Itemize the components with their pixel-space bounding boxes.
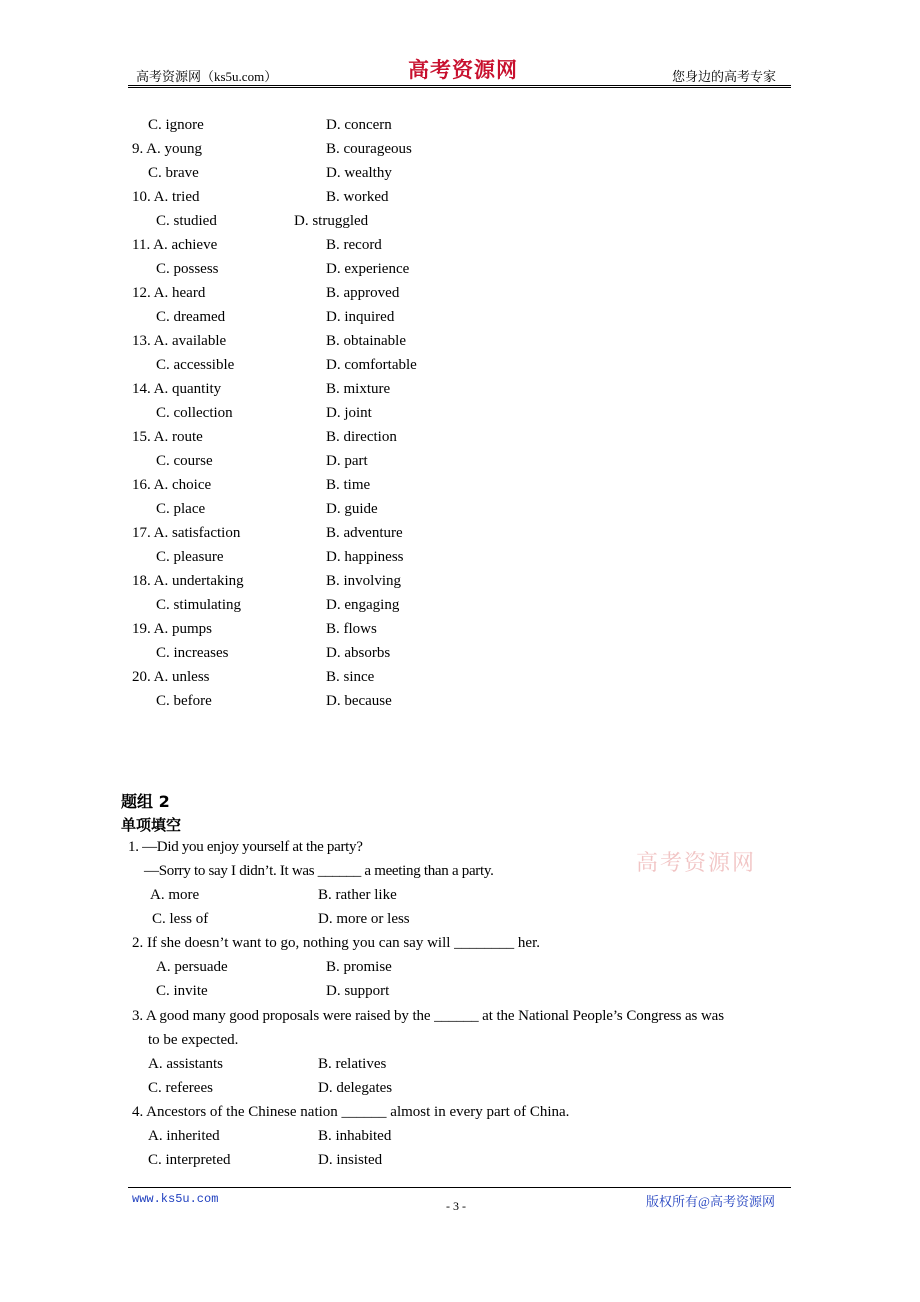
page-number: - 3 - — [446, 1199, 466, 1213]
question-stem: 2. If she doesn’t want to go, nothing you can say will ________ her. — [132, 935, 541, 951]
question-stem: 1. —Did you enjoy yourself at the party? — [128, 839, 363, 855]
option-row: 14. A. quantity — [132, 381, 222, 397]
option-row: C. stimulating — [156, 597, 242, 613]
answer-option: D. insisted — [318, 1152, 383, 1168]
option-row: C. brave — [148, 165, 199, 181]
answer-option: B. rather like — [318, 887, 397, 903]
option-row: D. engaging — [326, 597, 400, 613]
option-row: D. guide — [326, 501, 378, 517]
answer-option: C. interpreted — [148, 1152, 231, 1168]
watermark-logo: 高考资源网 — [636, 851, 757, 876]
option-row: B. adventure — [326, 525, 403, 541]
option-row: C. course — [156, 453, 213, 469]
option-row: 16. A. choice — [132, 477, 212, 493]
answer-option: C. invite — [156, 983, 208, 999]
section-title: 题组 2 — [121, 792, 170, 811]
option-row: B. since — [326, 669, 375, 685]
option-row: D. struggled — [294, 213, 369, 229]
option-row: 13. A. available — [132, 333, 227, 349]
option-row: D. happiness — [326, 549, 404, 565]
option-row: B. worked — [326, 189, 389, 205]
footer-divider — [128, 1187, 791, 1188]
answer-option: C. less of — [152, 911, 209, 927]
answer-option: D. more or less — [318, 911, 410, 927]
option-row: C. pleasure — [156, 549, 224, 565]
option-row: D. because — [326, 693, 392, 709]
footer-website-link[interactable]: www.ks5u.com — [132, 1192, 219, 1206]
option-row: 18. A. undertaking — [132, 573, 244, 589]
question-stem: 4. Ancestors of the Chinese nation ______ almost in every part of China. — [132, 1104, 570, 1120]
option-row: 19. A. pumps — [132, 621, 213, 637]
answer-option: C. referees — [148, 1080, 213, 1096]
header-logo: 高考资源网 — [408, 57, 518, 82]
option-row: 10. A. tried — [132, 189, 200, 205]
question-stem: to be expected. — [148, 1032, 239, 1048]
option-row: C. before — [156, 693, 212, 709]
option-row: D. experience — [326, 261, 410, 277]
answer-option: A. inherited — [148, 1128, 220, 1144]
option-row: 12. A. heard — [132, 285, 206, 301]
option-row: B. flows — [326, 621, 377, 637]
option-row: B. approved — [326, 285, 400, 301]
footer-copyright: 版权所有@高考资源网 — [646, 1194, 775, 1209]
question-stem: —Sorry to say I didn’t. It was ______ a meeting than a party. — [144, 863, 494, 879]
option-row: B. time — [326, 477, 371, 493]
option-row: D. concern — [326, 117, 392, 133]
question-stem: 3. A good many good proposals were raised by the ______ at the National People’s Congress as was — [132, 1008, 724, 1024]
option-row: D. comfortable — [326, 357, 417, 373]
option-row: C. increases — [156, 645, 229, 661]
option-row: C. ignore — [148, 117, 204, 133]
option-row: B. mixture — [326, 381, 391, 397]
option-row: 11. A. achieve — [132, 237, 218, 253]
option-row: B. obtainable — [326, 333, 406, 349]
option-row: 17. A. satisfaction — [132, 525, 241, 541]
section-subtitle: 单项填空 — [121, 816, 182, 834]
answer-option: B. inhabited — [318, 1128, 392, 1144]
answer-option: D. support — [326, 983, 390, 999]
option-row: C. collection — [156, 405, 233, 421]
option-row: 9. A. young — [132, 141, 203, 157]
option-row: C. studied — [156, 213, 217, 229]
answer-option: D. delegates — [318, 1080, 393, 1096]
option-row: 15. A. route — [132, 429, 203, 445]
option-row: B. courageous — [326, 141, 412, 157]
header-divider-secondary — [128, 87, 791, 88]
answer-option: A. more — [150, 887, 200, 903]
option-row: D. joint — [326, 405, 372, 421]
header-divider — [128, 85, 791, 86]
option-row: D. inquired — [326, 309, 395, 325]
option-row: C. possess — [156, 261, 219, 277]
option-row: D. part — [326, 453, 368, 469]
header-site-name: 高考资源网（ks5u.com） — [136, 69, 278, 84]
option-row: B. direction — [326, 429, 397, 445]
option-row: C. accessible — [156, 357, 235, 373]
option-row: B. involving — [326, 573, 402, 589]
option-row: C. place — [156, 501, 206, 517]
option-row: D. wealthy — [326, 165, 392, 181]
option-row: 20. A. unless — [132, 669, 210, 685]
option-row: C. dreamed — [156, 309, 226, 325]
option-row: B. record — [326, 237, 382, 253]
answer-option: B. relatives — [318, 1056, 387, 1072]
header-slogan: 您身边的高考专家 — [672, 69, 777, 84]
answer-option: B. promise — [326, 959, 392, 975]
answer-option: A. persuade — [156, 959, 228, 975]
option-row: D. absorbs — [326, 645, 391, 661]
answer-option: A. assistants — [148, 1056, 223, 1072]
